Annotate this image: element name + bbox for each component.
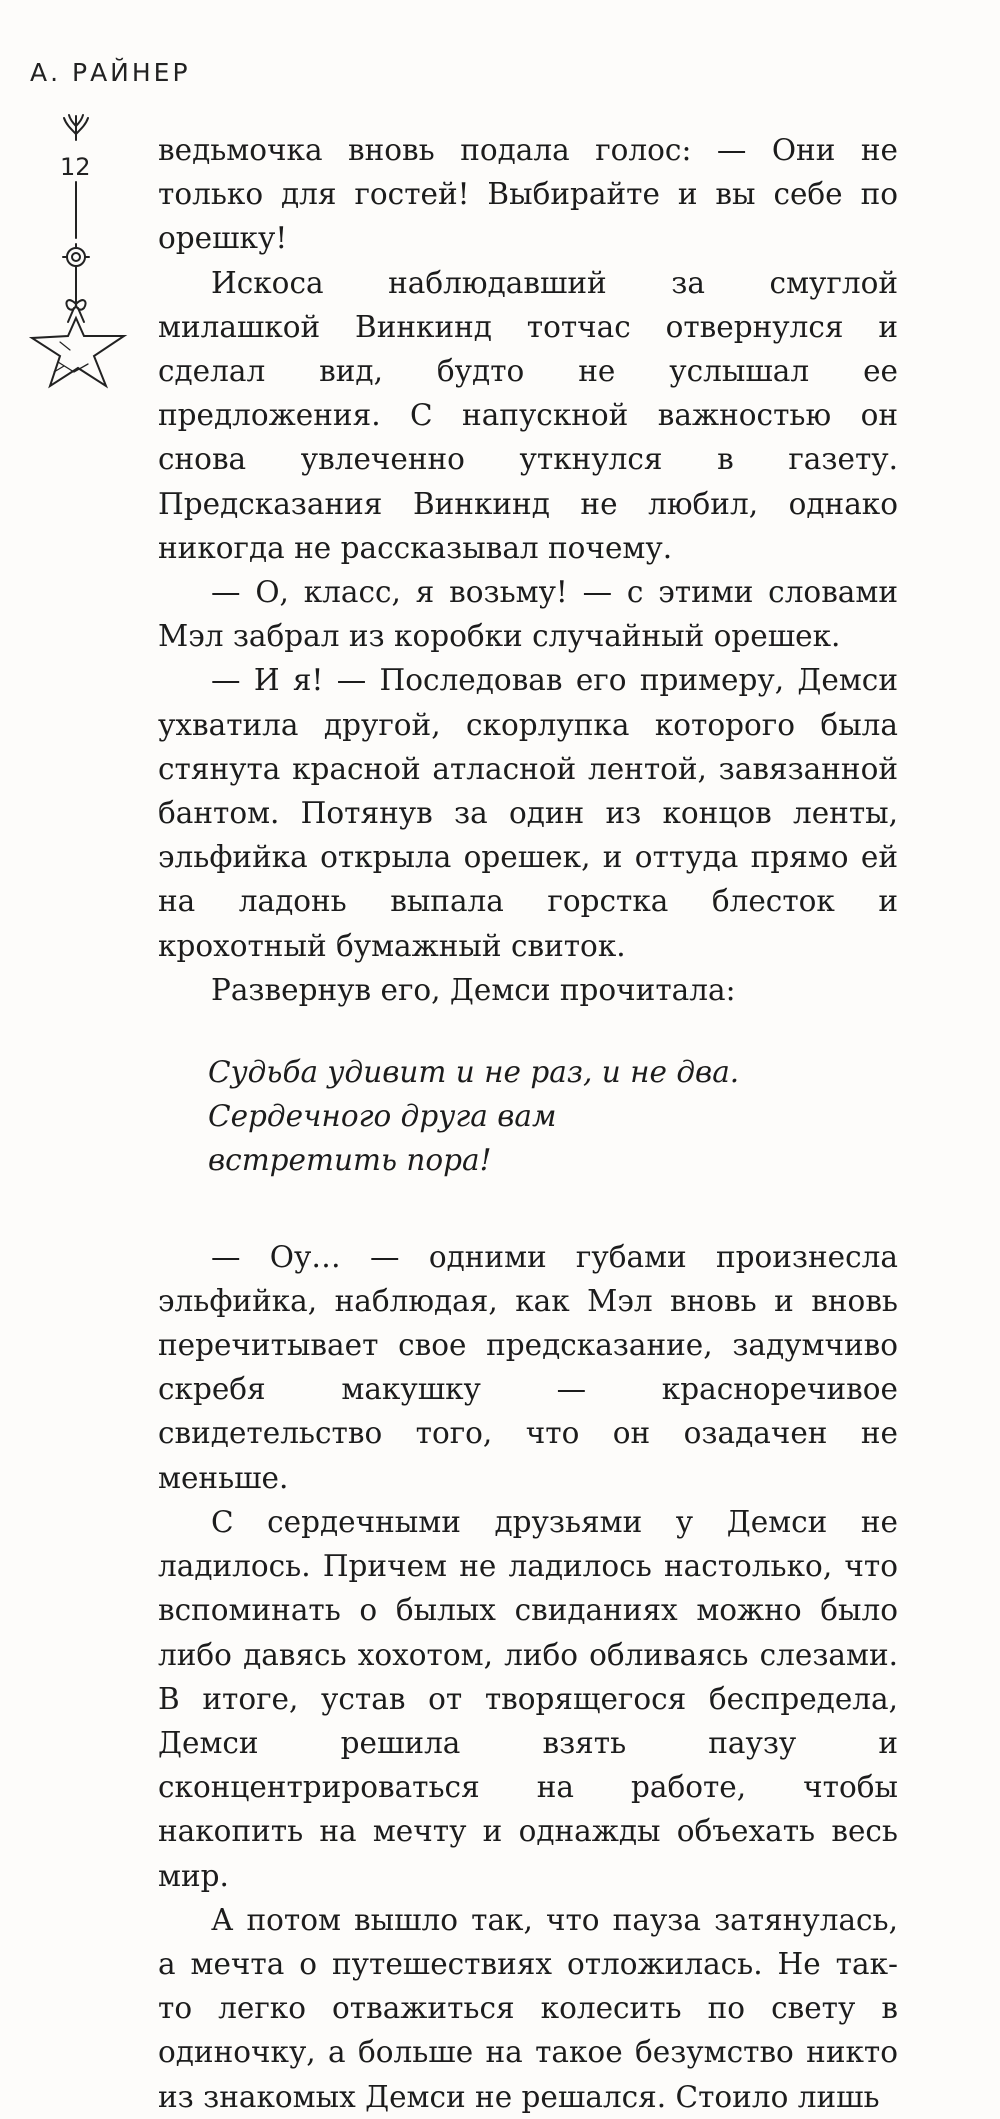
paragraph: Развернув его, Демси прочитала: (211, 972, 736, 1007)
page-number: 12 (60, 153, 91, 181)
paragraph: А потом вышло так, что пауза затянулась, а мечта о путешествиях отложилась. Не так-то легко отважиться колесить по свету в одиночку, а больше на такое безумство никто из знакомых Демси не решался. Стоило лишь (158, 1902, 898, 2114)
paragraph: — И я! — Последовав его примеру, Демси ухватила другой, скорлупка которого была стянута красной атласной лентой, завязанной бантом. Потянув за один из концов ленты, эльфийка открыла орешек, и оттуда прямо ей на ладонь выпала горстка блесток и крохотный бумажный свиток. (158, 663, 898, 963)
body-text (158, 128, 898, 2119)
paragraph: ведьмочка вновь подала голос: — Они не только для гостей! Выбирайте и вы себе по орешку! (158, 133, 898, 256)
paragraph: Искоса наблюдавший за смуглой милашкой Винкинд тотчас отвернулся и сделал вид, будто не услышал ее предложения. С напускной важностью он снова увлеченно уткнулся в газету. Предсказания Винкинд не любил, однако никогда не рассказывал почему. (158, 265, 898, 565)
paragraph: — О, класс, я возьму! — с этими словами Мэл забрал из коробки случайный орешек. (158, 575, 898, 654)
prophecy-line: Судьба удивит и не раз, и не два. Сердечного друга вам (208, 1055, 740, 1134)
prophecy-quote (158, 1050, 898, 1183)
paragraph: С сердечными друзьями у Демси не ладилось. Причем не ладилось настолько, что вспоминать о былых свиданиях можно было либо давясь хохотом, либо обливаясь слезами. В итоге, устав от творящегося беспредела, Демси решила взять паузу и сконцентрироваться на работе, чтобы накопить на мечту и однажды объехать весь мир. (158, 1504, 898, 1893)
prophecy-line: встретить пора! (208, 1143, 492, 1178)
paragraph: — Оу… — одними губами произнесла эльфийка, наблюдая, как Мэл вновь и вновь перечитывает свое предсказание, задумчиво скребя макушку — красноречивое свидетельство того, что он озадачен не меньше. (158, 1239, 898, 1495)
running-head-author: А. РАЙНЕР (30, 58, 191, 87)
